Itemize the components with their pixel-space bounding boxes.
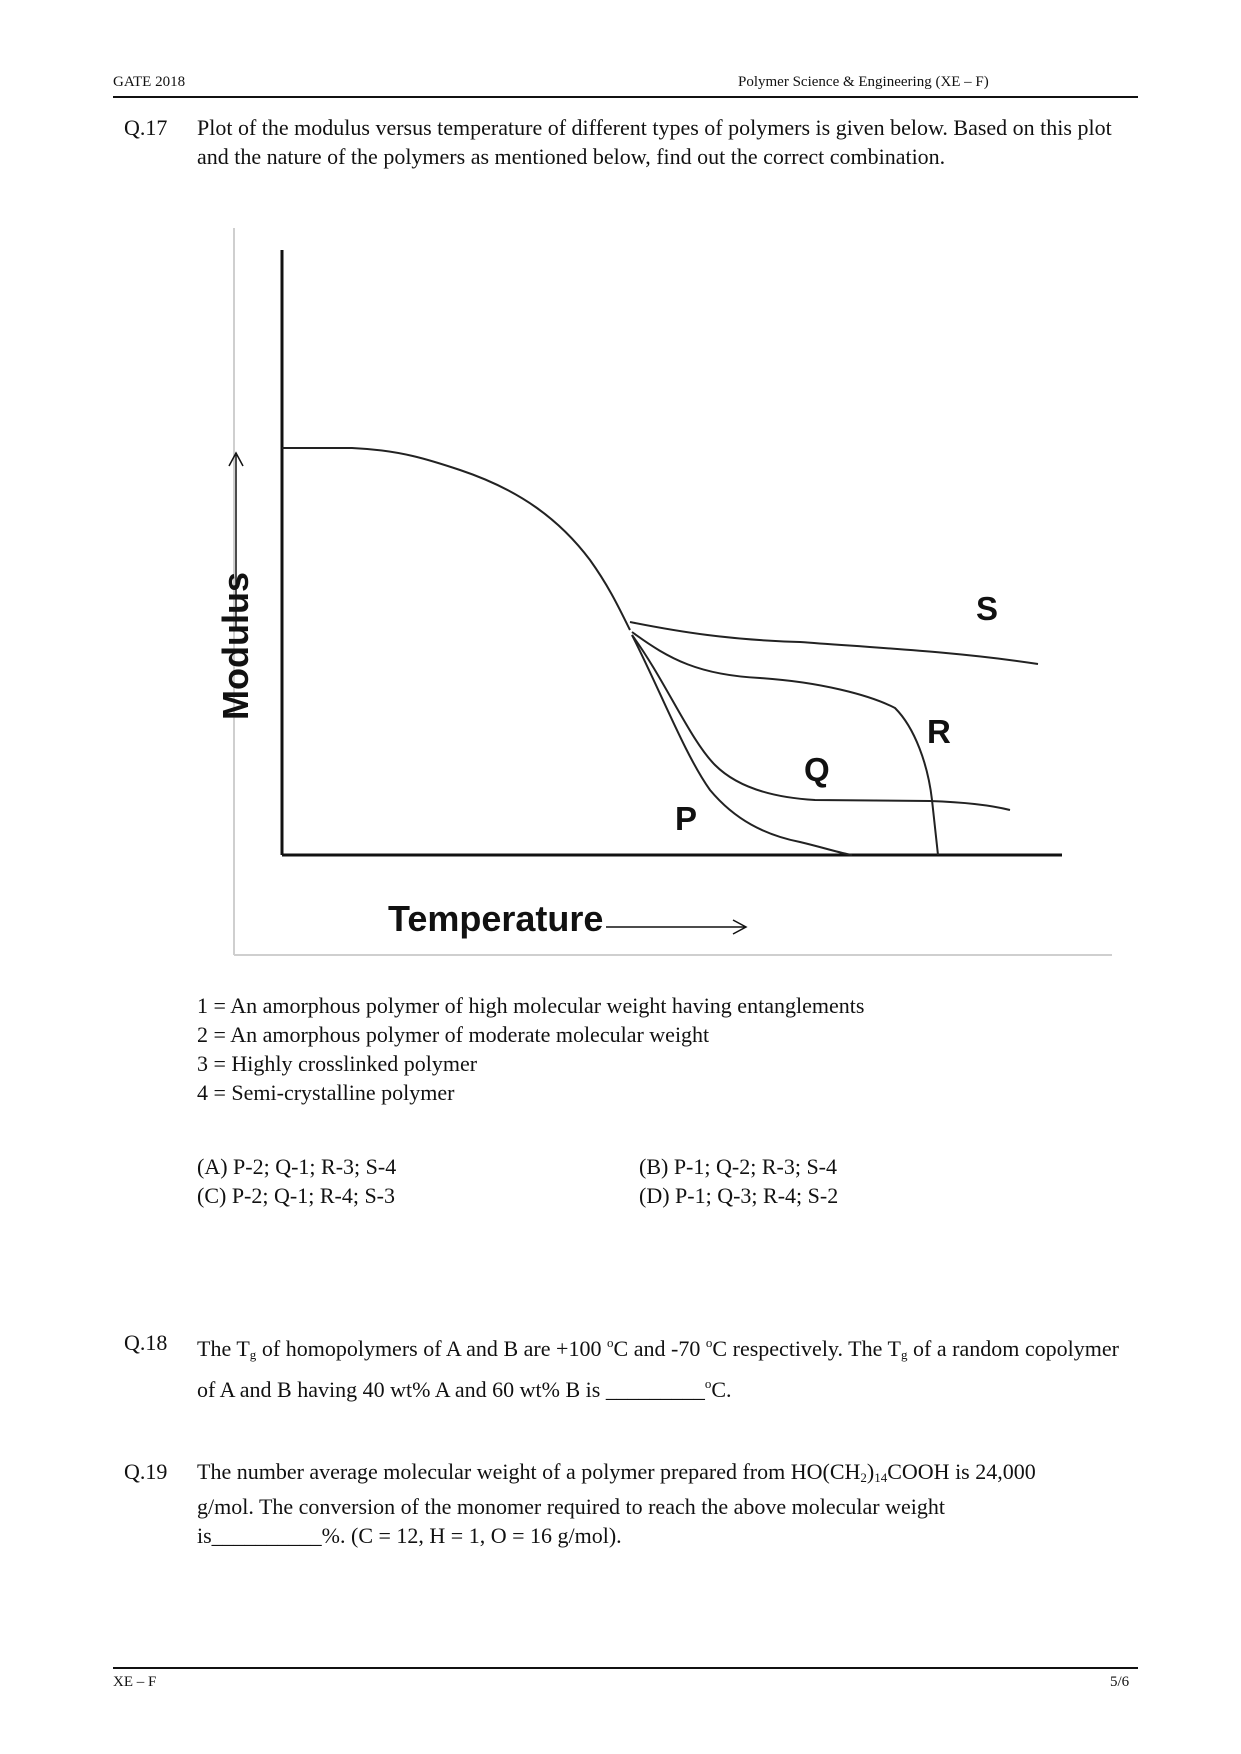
header-exam-name: GATE 2018 bbox=[113, 74, 186, 90]
curve-label-r: R bbox=[927, 713, 951, 750]
key-item-1: 1 = An amorphous polymer of high molecular weight having entanglements bbox=[197, 993, 865, 1018]
q18-number: Q.18 bbox=[124, 1330, 168, 1355]
option-a[interactable]: (A) P-2; Q-1; R-3; S-4 bbox=[197, 1154, 397, 1179]
key-item-4: 4 = Semi-crystalline polymer bbox=[197, 1080, 455, 1105]
footer-page-number: 5/6 bbox=[1110, 1674, 1130, 1690]
curve-common-segment bbox=[282, 448, 630, 630]
q18-text: The $T_g$ of homopolymers of A and B are +100 $^o$C and -70 $^o$C respectively. The $T_g$ of a random copolymer of A and B having 40 wt% A and 60 wt% B is _________$^o$C. bbox=[197, 1335, 1119, 1402]
q17-text: Plot of the modulus versus temperature of different types of polymers is given below. Based on this plot and the nature of the polymers as mentioned below, find out the correct combination. bbox=[197, 115, 1112, 169]
curve-label-p: P bbox=[675, 800, 698, 837]
option-b[interactable]: (B) P-1; Q-2; R-3; S-4 bbox=[639, 1154, 837, 1179]
footer-section-code: XE – F bbox=[113, 1674, 157, 1690]
q17-number: Q.17 bbox=[124, 115, 168, 140]
option-c[interactable]: (C) P-2; Q-1; R-4; S-3 bbox=[197, 1183, 395, 1208]
curve-label-q: Q bbox=[804, 751, 830, 788]
key-item-3: 3 = Highly crosslinked polymer bbox=[197, 1051, 478, 1076]
y-axis-label: Modulus bbox=[215, 572, 256, 720]
curve-label-s: S bbox=[976, 590, 999, 627]
x-axis-label: Temperature bbox=[388, 898, 604, 939]
option-d[interactable]: (D) P-1; Q-3; R-4; S-2 bbox=[639, 1183, 839, 1208]
curve-s bbox=[630, 622, 1038, 664]
q19-text: The number average molecular weight of a polymer prepared from $HO(CH_2)_{14}COOH$ is 24,000 g/mol. The conversion of the monomer required to reach the above molecular weight is__________%. (C = 12, H = 1, O = 16 g/mol). bbox=[197, 1459, 1036, 1548]
key-item-2: 2 = An amorphous polymer of moderate molecular weight bbox=[197, 1022, 710, 1047]
q19-number: Q.19 bbox=[124, 1459, 168, 1484]
header-paper-name: Polymer Science & Engineering (XE – F) bbox=[738, 74, 989, 90]
footer-divider bbox=[113, 1667, 1138, 1669]
curve-p bbox=[632, 635, 852, 855]
